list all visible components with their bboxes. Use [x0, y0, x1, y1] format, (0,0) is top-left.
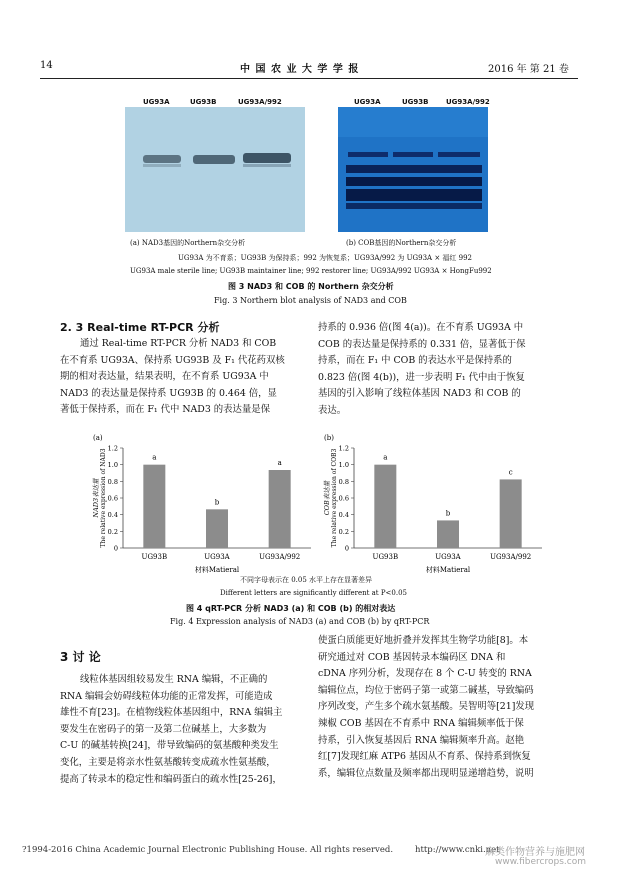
- chart-panel-label: (b): [324, 434, 334, 442]
- fig3a-caption: (a) NAD3基因的Northern杂交分析: [130, 239, 246, 247]
- copyright-footer: ?1994-2016 China Academic Journal Electronic Publishing House. All rights reserved.: [22, 845, 394, 855]
- text-line: 在不育系 UG93A、保持系 UG93B 及 F₁ 代花药双核: [60, 354, 285, 366]
- x-tick-label: UG93A/992: [259, 553, 301, 561]
- section-2-3-left: [60, 336, 307, 419]
- fig3-note-cn: UG93A 为不育系；UG93B 为保持系；992 为恢复系；UG93A/992 为 UG93A × 福红 992: [178, 254, 473, 262]
- y-tick-label: 1.2: [107, 444, 118, 453]
- fig4-note-en: Different letters are significantly different at P<0.05: [220, 589, 408, 597]
- text-line: COB 的表达量是保持系的 0.331 倍，显著低于保: [318, 338, 526, 350]
- text-line: 序列改变，产生多个疏水氨基酸。吴智明等[21]发现: [318, 701, 535, 713]
- fig3a-lane-3: UG93A/992: [238, 98, 282, 106]
- section-2-3-heading: 2. 3 Real-time RT-PCR 分析: [60, 321, 220, 334]
- text-line: 表达。: [318, 404, 347, 416]
- y-tick-label: 0.4: [107, 511, 118, 520]
- page-number: 14: [40, 60, 53, 71]
- northern-blot-nad3-image: [125, 107, 305, 232]
- text-line: 基因的引入影响了线粒体基因 NAD3 和 COB 的: [318, 388, 521, 400]
- text-line: 红[7]发现红麻 ATP6 基因从不育系、保持系到恢复: [318, 751, 531, 763]
- x-tick-label: UG93A: [204, 553, 230, 561]
- y-axis-label-en: The relative expression of NAD3: [100, 448, 107, 548]
- y-axis-label-en: The relative expression of COB3: [331, 448, 338, 548]
- watermark-cn: 麻类作物营养与施肥网: [485, 847, 585, 858]
- y-tick-label: 0: [113, 544, 118, 553]
- header-rule: [40, 78, 578, 79]
- text-line: cDNA 序列分析，发现存在 8 个 C-U 转变的 RNA: [318, 668, 532, 680]
- text-line: 系，编辑位点数量及频率都出现明显递增趋势，说明: [318, 767, 534, 779]
- text-line: NAD3 的表达量是保持系 UG93B 的 0.464 倍，显: [60, 387, 277, 399]
- significance-letter: a: [152, 453, 157, 462]
- text-line: 通过 Real-time RT-PCR 分析 NAD3 和 COB: [80, 338, 277, 349]
- fig3-note-en: UG93A male sterile line; UG93B maintainer line; 992 restorer line; UG93A/992 UG93A × HongFu992: [130, 267, 492, 275]
- x-tick-label: UG93A: [435, 553, 461, 561]
- y-axis-label-cn: NAD3表达量: [92, 478, 100, 518]
- y-tick-label: 0.6: [338, 494, 349, 503]
- x-axis-label: 材料Matieral: [194, 566, 240, 574]
- fig3b-lane-2: UG93B: [402, 98, 429, 106]
- section-3-left: [60, 672, 307, 788]
- fig3b-lane-3: UG93A/992: [446, 98, 490, 106]
- text-line: 变化，主要是将亲水性氨基酸转变成疏水性氨基酸，: [60, 756, 276, 768]
- text-line: RNA 编辑会妨碍线粒体功能的正常发挥，可能造成: [60, 690, 273, 702]
- fig4-title-cn: 图 4 qRT-PCR 分析 NAD3 (a) 和 COB (b) 的相对表达: [186, 604, 396, 613]
- bar: [269, 470, 291, 548]
- x-tick-label: UG93B: [141, 553, 168, 561]
- x-axis-label: 材料Matieral: [425, 566, 471, 574]
- expression-chart-cob: [316, 428, 556, 588]
- fig4-title-en: Fig. 4 Expression analysis of NAD3 (a) and COB (b) by qRT-PCR: [170, 617, 430, 626]
- fig3a-lane-1: UG93A: [143, 98, 170, 106]
- fig4-note-cn: 不同字母表示在 0.05 水平上存在显著差异: [240, 576, 373, 584]
- significance-letter: b: [445, 509, 451, 518]
- significance-letter: c: [508, 468, 513, 477]
- y-tick-label: 1.2: [338, 444, 349, 453]
- text-line: 提高了转录本的稳定性和编码蛋白的疏水性[25-26]，: [60, 773, 282, 785]
- text-line: 雄性不育[23]。在植物线粒体基因组中，RNA 编辑主: [60, 707, 283, 719]
- bar: [500, 479, 522, 548]
- text-line: 期的相对表达量，结果表明，在不育系 UG93A 中: [60, 371, 269, 383]
- text-line: 使蛋白质能更好地折叠并发挥其生物学功能[8]。本: [318, 635, 529, 646]
- text-line: 线粒体基因组较易发生 RNA 编辑，不正确的: [80, 674, 268, 685]
- y-axis-label-cn: COB表达量: [323, 480, 331, 516]
- bar: [143, 465, 165, 548]
- y-tick-label: 0.6: [107, 494, 118, 503]
- y-tick-label: 0.8: [338, 477, 349, 486]
- y-tick-label: 0: [344, 544, 349, 553]
- significance-letter: a: [383, 453, 388, 462]
- watermark-url: www.fibercrops.com: [495, 857, 586, 867]
- fig3-title-cn: 图 3 NAD3 和 COB 的 Northern 杂交分析: [228, 282, 394, 291]
- text-line: 持系，引入恢复基因后 RNA 编辑频率升高。赵艳: [318, 734, 525, 746]
- fig3a-lane-2: UG93B: [190, 98, 217, 106]
- text-line: 持系，而在 F₁ 中 COB 的表达水平是保持系的: [318, 355, 512, 367]
- y-tick-label: 1.0: [338, 461, 349, 470]
- fig3b-caption: (b) COB基因的Northern杂交分析: [346, 239, 457, 247]
- text-line: 要发生在密码子的第一及第二位碱基上，大多数为: [60, 723, 267, 735]
- year-volume: 2016 年 第 21 卷: [488, 64, 569, 75]
- y-tick-label: 0.2: [338, 527, 349, 536]
- expression-chart-nad3: [85, 428, 325, 588]
- y-tick-label: 1.0: [107, 461, 118, 470]
- bar: [374, 465, 396, 548]
- bar: [206, 509, 228, 548]
- text-line: 0.823 倍(图 4(b))，进一步表明 F₁ 代中由于恢复: [318, 371, 525, 383]
- text-line: 著低于保持系，而在 F₁ 代中 NAD3 的表达量是保: [60, 404, 271, 416]
- x-tick-label: UG93B: [372, 553, 399, 561]
- text-line: 持系的 0.936 倍(图 4(a))。在不育系 UG93A 中: [318, 322, 524, 333]
- section-3-right: [318, 633, 568, 782]
- x-tick-label: UG93A/992: [490, 553, 532, 561]
- y-tick-label: 0.2: [107, 527, 118, 536]
- chart-panel-label: (a): [93, 434, 103, 442]
- text-line: 编辑位点，均位于密码子第一或第二碱基，导致编码: [318, 684, 534, 696]
- journal-title: 中 国 农 业 大 学 学 报: [240, 64, 360, 75]
- section-2-3-right: [318, 320, 568, 420]
- bar: [437, 520, 459, 548]
- cnki-link[interactable]: http://www.cnki.net: [415, 845, 500, 855]
- northern-blot-cob-image: [338, 107, 488, 232]
- y-tick-label: 0.4: [338, 511, 349, 520]
- text-line: 研究通过对 COB 基因转录本编码区 DNA 和: [318, 651, 506, 663]
- fig3b-lane-1: UG93A: [354, 98, 381, 106]
- y-tick-label: 0.8: [107, 477, 118, 486]
- text-line: 辣椒 COB 基因在不育系中 RNA 编辑频率低于保: [318, 717, 524, 729]
- fig3-title-en: Fig. 3 Northern blot analysis of NAD3 and COB: [214, 296, 407, 305]
- section-3-heading: 3 讨 论: [60, 650, 101, 664]
- significance-letter: a: [277, 459, 282, 467]
- significance-letter: b: [214, 498, 220, 507]
- text-line: C-U 的碱基转换[24]，带导致编码的氨基酸种类发生: [60, 740, 279, 752]
